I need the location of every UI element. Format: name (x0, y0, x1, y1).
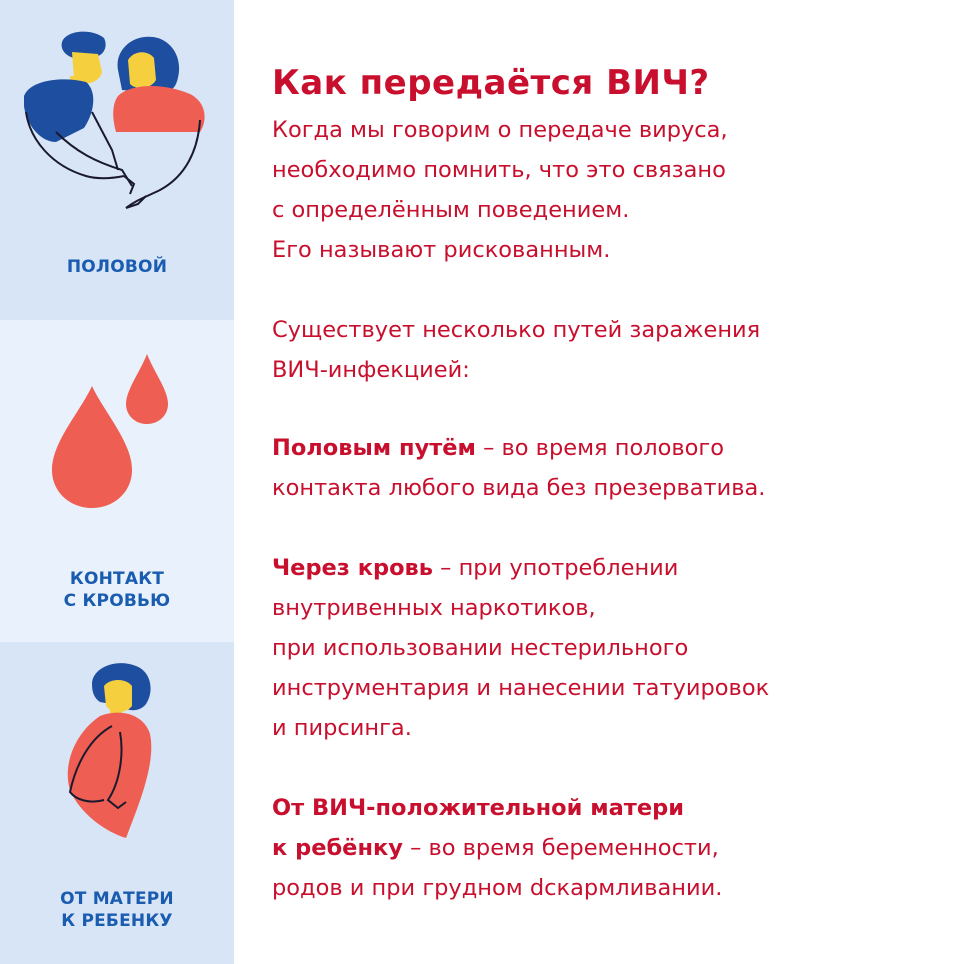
mother-path-text: родов и при грудном dскармливании. (272, 875, 723, 901)
blood-path-text: инструментария и нанесении татуировок (272, 675, 770, 701)
page-title: Как передаётся ВИЧ? (272, 63, 710, 103)
intro-line: Его называют рискованным. (272, 237, 611, 263)
paths-intro-line: Существует несколько путей заражения (272, 317, 761, 343)
panel-sexual (0, 0, 234, 320)
mother-path-paragraph (272, 788, 722, 908)
blood-path-text: внутривенных наркотиков, (272, 595, 596, 621)
paths-intro-paragraph (272, 310, 760, 390)
couple-embrace-icon (0, 0, 234, 240)
blood-drops-icon (0, 320, 234, 560)
panel-mother (0, 642, 234, 964)
mother-path-text: – во время беременности, (402, 835, 719, 861)
mother-path-heading: От ВИЧ-положительной матери (272, 795, 684, 821)
illustration-sidebar (0, 0, 234, 964)
sexual-path-text: контакта любого вида без презерватива. (272, 475, 766, 501)
intro-line: необходимо помнить, что это связано (272, 157, 726, 183)
blood-path-heading: Через кровь (272, 555, 434, 581)
panel-blood (0, 320, 234, 642)
intro-line: с определённым поведением. (272, 197, 630, 223)
panel-label-sexual: ПОЛОВОЙ (66, 257, 168, 277)
panel-label-blood: КОНТАКТ С КРОВЬЮ (63, 569, 171, 611)
intro-line: Когда мы говорим о передаче вируса, (272, 117, 728, 143)
blood-path-text: – при употреблении (433, 555, 679, 581)
blood-path-paragraph (272, 548, 769, 748)
mother-path-heading: к ребёнку (272, 835, 403, 861)
sexual-path-paragraph (272, 428, 765, 508)
paths-intro-line: ВИЧ-инфекцией: (272, 357, 470, 383)
panel-label-mother: ОТ МАТЕРИ К РЕБЕНКУ (60, 889, 174, 931)
blood-path-text: при использовании нестерильного (272, 635, 689, 661)
sexual-path-heading: Половым путём (272, 435, 476, 461)
sexual-path-text: – во время полового (475, 435, 724, 461)
blood-path-text: и пирсинга. (272, 715, 412, 741)
pregnant-woman-icon (0, 642, 234, 882)
intro-paragraph (272, 110, 728, 270)
